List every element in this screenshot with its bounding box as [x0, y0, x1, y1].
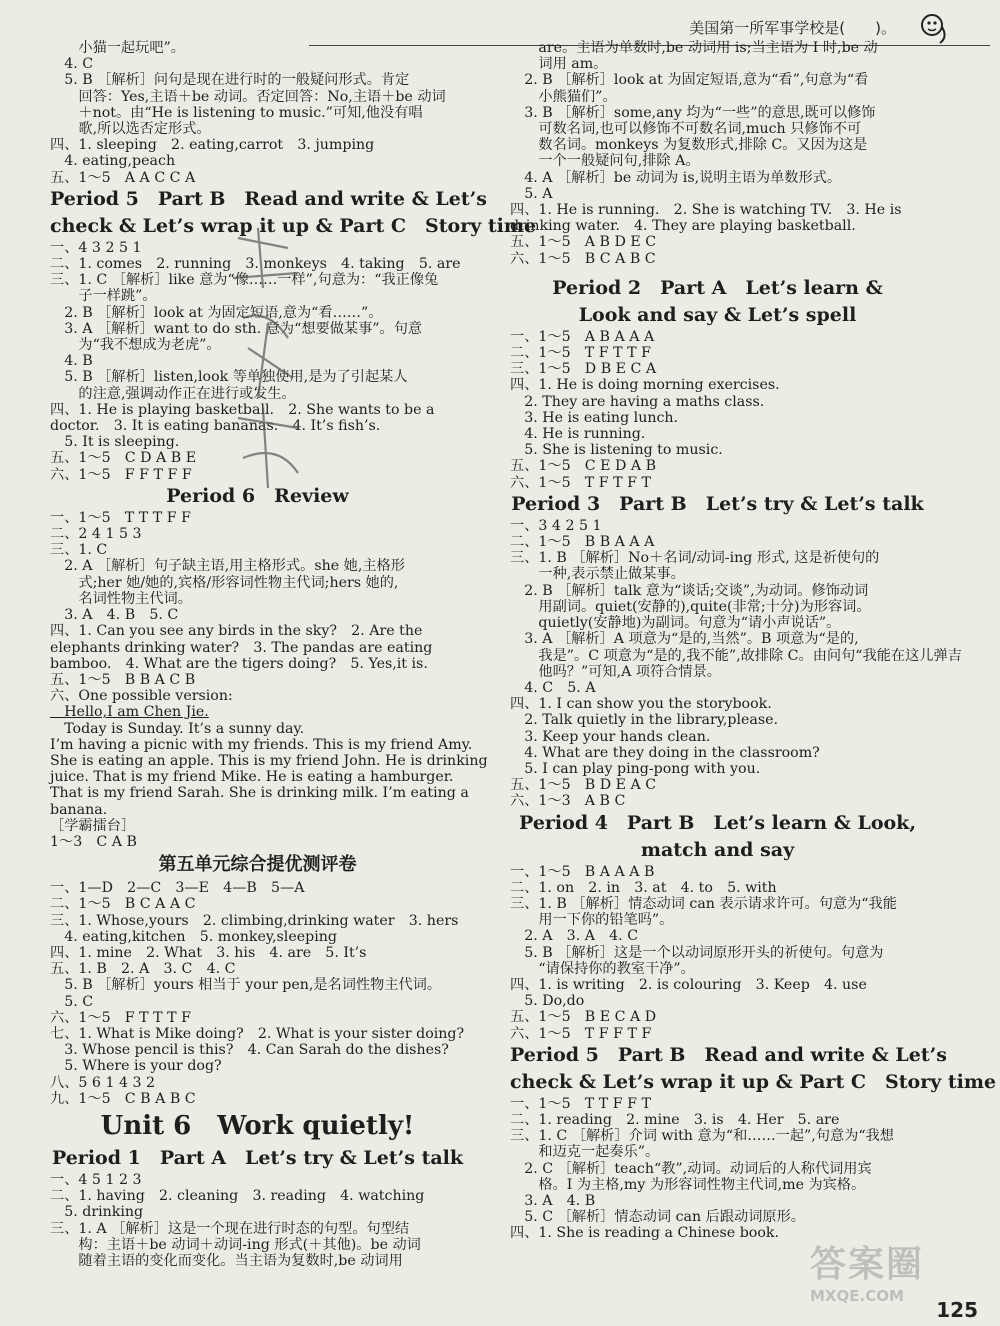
- answer-line: “请保持你的教室干净”。: [510, 960, 695, 977]
- answer-line: 5. B ［解析］yours 相当于 your pen,是名词性物主代词。: [50, 977, 442, 994]
- answer-line: 2. B ［解析］talk 意为“谈话;交谈”,为动词。修饰动词: [510, 582, 869, 599]
- watermark-line2: MXQE.COM: [810, 1287, 904, 1305]
- header-title: 美国第一所军事学校是( )。: [689, 18, 896, 37]
- answer-line: 用副词。quiet(安静的),quite(非常;十分)为形容词。: [510, 598, 871, 615]
- section-heading: match and say: [640, 838, 795, 861]
- answer-line: 三、1. C ［解析］介词 with 意为“和……一起”,句意为“我想: [510, 1128, 894, 1145]
- answer-line: 3. Whose pencil is this? 4. Can Sarah do the dishes?: [50, 1042, 449, 1059]
- answer-line: 我是”。C 项意为“是的,我不能”,故排除 C。由问句“我能在这儿弹吉: [510, 647, 962, 664]
- answer-line: 二、1～5 B C A A C: [50, 896, 196, 913]
- answer-line: She is eating an apple. This is my friend John. He is drinking: [50, 752, 488, 769]
- answer-line: 式;her 她/她的,宾格/形容词性物主代词;hers 她的,: [50, 574, 399, 591]
- answer-line: 3. A ［解析］want to do sth. 意为“想要做某事”。句意: [50, 320, 423, 337]
- answer-line: bamboo. 4. What are the tigers doing? 5. Yes,it is.: [50, 655, 428, 672]
- answer-line: 4. B: [50, 353, 93, 370]
- answer-line: 小猫一起玩吧”。: [50, 40, 185, 56]
- answer-line: 2. A ［解析］句子缺主语,用主格形式。she 她,主格形: [50, 558, 405, 575]
- answer-line: doctor. 3. It is eating bananas. 4. It’s fish’s.: [50, 418, 381, 435]
- answer-line: 六、1～5 B C A B C: [510, 250, 656, 267]
- answer-line: 5. B ［解析］问句是现在进行时的一般疑问形式。肯定: [50, 72, 410, 89]
- section-heading: check & Let’s wrap it up & Part C Story time: [510, 1070, 997, 1093]
- answer-line: 四、1. He is doing morning exercises.: [510, 377, 780, 394]
- answer-line: 三、1～5 D B E C A: [510, 361, 657, 378]
- answer-line: 二、1. on 2. in 3. at 4. to 5. with: [510, 879, 777, 896]
- answer-line: 三、1. B ［解析］No＋名词/动词-ing 形式, 这是祈使句的: [510, 550, 880, 567]
- answer-line: 构：主语＋be 动词＋动词-ing 形式(＋其他)。be 动词: [50, 1236, 421, 1253]
- answer-line: 为“我不想成为老虎”。: [50, 337, 221, 354]
- answer-line: 三、1. C ［解析］like 意为“像……一样”,句意为：“我正像兔: [50, 272, 439, 289]
- answer-line: I’m having a picnic with my friends. This is my friend Amy.: [50, 736, 473, 753]
- handwritten-scribble: [228, 228, 308, 498]
- answer-line: 一、1～5 T T F F T: [510, 1095, 651, 1112]
- answer-line: 5. drinking: [50, 1204, 144, 1221]
- answer-line: 5. B ［解析］这是一个以动词原形开头的祈使句。句意为: [510, 944, 884, 961]
- answer-line: 二、2 4 1 5 3: [50, 526, 142, 543]
- section-heading: Period 6 Review: [166, 484, 349, 507]
- test-heading: 第五单元综合提优测评卷: [158, 854, 357, 876]
- answer-line: banana.: [50, 801, 108, 818]
- answer-line: 5. It is sleeping.: [50, 434, 180, 451]
- answer-line: 四、1. Can you see any birds in the sky? 2. Are the: [50, 623, 423, 640]
- answer-line: 3. A ［解析］A 项意为“是的,当然”。B 项意为“是的,: [510, 631, 859, 648]
- answer-line: 三、1. C: [50, 542, 108, 559]
- answer-line: 4. C: [50, 56, 94, 73]
- answer-line: 一、1～5 A B A A A: [510, 328, 655, 345]
- answer-line: 3. Keep your hands clean.: [510, 728, 711, 745]
- section-heading: Period 1 Part A Let’s try & Let’s talk: [51, 1146, 464, 1169]
- answer-line: 格。I 为主格,my 为形容词性物主代词,me 为宾格。: [510, 1176, 866, 1193]
- answer-line: elephants drinking water? 3. The pandas are eating: [50, 639, 433, 656]
- answer-line: 3. He is eating lunch.: [510, 409, 679, 426]
- answer-line: 四、1. He is running. 2. She is watching TV. 3. He is: [510, 202, 902, 219]
- answer-line: 二、1. having 2. cleaning 3. reading 4. watching: [50, 1188, 425, 1205]
- answer-line: drinking water. 4. They are playing basketball.: [510, 218, 856, 235]
- answer-line: 五、1～5 C D A B E: [50, 450, 197, 467]
- section-heading: Look and say & Let’s spell: [578, 303, 857, 326]
- watermark-line1: 答案圈: [810, 1244, 925, 1285]
- answer-line: 可数名词,也可以修饰不可数名词,much 只修饰不可: [510, 121, 862, 138]
- answer-line: 二、1～5 T F T T F: [510, 345, 651, 362]
- answer-line: 一、1～5 B A A A B: [510, 863, 655, 880]
- answer-line: 数名词。monkeys 为复数形式,排除 C。又因为这是: [510, 137, 868, 154]
- answer-line: 二、1. comes 2. running 3. monkeys 4. taking 5. are: [50, 256, 461, 273]
- answer-line: Hello,I am Chen Jie.: [50, 704, 209, 721]
- answer-line: Today is Sunday. It’s a sunny day.: [50, 720, 305, 737]
- answer-line: 子一样跳”。: [50, 288, 157, 305]
- answer-line: 六、1～5 T F T F T: [510, 474, 651, 491]
- answer-line: 六、1～5 F T T T F: [50, 1009, 191, 1026]
- left-column: [50, 40, 537, 1269]
- answer-line: 九、1～5 C B A B C: [50, 1090, 196, 1107]
- answer-line: 三、1. B ［解析］情态动词 can 表示请求许可。句意为“我能: [510, 895, 897, 912]
- answer-line: 2. C ［解析］teach“教”,动词。动词后的人称代词用宾: [510, 1160, 872, 1177]
- answer-line: 一、3 4 2 5 1: [510, 517, 602, 534]
- answer-line: 2. A 3. A 4. C: [510, 928, 639, 945]
- answer-line: 3. A 4. B: [510, 1192, 596, 1209]
- answer-line: 一、1～5 T T T F F: [50, 509, 191, 526]
- section-heading: Period 2 Part A Let’s learn &: [552, 276, 883, 299]
- spacer: [510, 267, 925, 275]
- page-number: 125: [936, 1298, 978, 1322]
- answer-line: 2. They are having a maths class.: [510, 393, 765, 410]
- answer-line: 5. She is listening to music.: [510, 442, 723, 459]
- answer-line: 名词性物主代词。: [50, 590, 192, 607]
- section-heading: Period 4 Part B Let’s learn & Look,: [519, 811, 916, 834]
- answer-line: 五、1～5 A A C C A: [50, 169, 196, 186]
- answer-line: 四、1. is writing 2. is colouring 3. Keep 4. use: [510, 976, 867, 993]
- answer-line: 5. Where is your dog?: [50, 1058, 222, 1075]
- answer-line: 5. A: [510, 185, 553, 202]
- answer-line: ［学霸擂台］: [50, 817, 136, 834]
- unit-heading: Unit 6 Work quietly!: [100, 1110, 415, 1141]
- section-heading: check & Let’s wrap it up & Part C Story time: [50, 214, 537, 237]
- answer-line: are。主语为单数时,be 动词用 is;当主语为 I 时,be 动: [510, 40, 878, 56]
- answer-line: 一个一般疑问句,排除 A。: [510, 153, 700, 170]
- section-heading: Period 5 Part B Read and write & Let’s: [510, 1043, 947, 1066]
- answer-line: 用一下你的铅笔吗”。: [510, 912, 674, 929]
- page-header: [689, 10, 950, 44]
- answer-line: 一、1—D 2—C 3—E 4—B 5—A: [50, 880, 305, 897]
- answer-line: 五、1～5 A B D E C: [510, 234, 657, 251]
- answer-line: 4. eating,kitchen 5. monkey,sleeping: [50, 928, 337, 945]
- answer-line: 五、1～5 C E D A B: [510, 458, 657, 475]
- section-heading: Period 3 Part B Let’s try & Let’s talk: [511, 492, 924, 515]
- answer-line: 和迈克一起奏乐”。: [510, 1144, 660, 1161]
- right-column: [510, 40, 997, 1242]
- answer-line: 的注意,强调动作正在进行或发生。: [50, 385, 296, 402]
- answer-line: 八、5 6 1 4 3 2: [50, 1074, 156, 1091]
- answer-line: 四、1. mine 2. What 3. his 4. are 5. It’s: [50, 944, 367, 961]
- answer-line: 5. I can play ping-pong with you.: [510, 760, 761, 777]
- answer-line: quietly(安静地)为副词。句意为“请小声说话”。: [510, 615, 841, 632]
- answer-line: 5. C ［解析］情态动词 can 后跟动词原形。: [510, 1209, 805, 1226]
- answer-line: 六、One possible version:: [50, 688, 233, 705]
- answer-line: ＋not。由“He is listening to music.”可知,他没有唱: [50, 104, 423, 121]
- answer-line: 随着主语的变化而变化。当主语为复数时,be 动词用: [50, 1253, 403, 1269]
- answer-line: 一、4 5 1 2 3: [50, 1171, 142, 1188]
- answer-line: 五、1～5 B B A C B: [50, 671, 196, 688]
- answer-line: 4. C 5. A: [510, 679, 596, 696]
- answer-line: 他吗？”可知,A 项符合情景。: [510, 663, 721, 680]
- answer-line: 四、1. sleeping 2. eating,carrot 3. jumping: [50, 137, 375, 154]
- answer-line: 一种,表示禁止做某事。: [510, 566, 685, 583]
- answer-line: 二、1. reading 2. mine 3. is 4. Her 5. are: [510, 1111, 840, 1128]
- answer-line: juice. That is my friend Mike. He is eating a hamburger.: [50, 769, 454, 786]
- answer-line: 4. What are they doing in the classroom?: [510, 744, 820, 761]
- answer-line: 三、1. A ［解析］这是一个现在进行时态的句型。句型结: [50, 1220, 410, 1237]
- answer-line: 2. B ［解析］look at 为固定短语,意为“看”,句意为“看: [510, 72, 869, 89]
- answer-line: 歌,所以选否定形式。: [50, 121, 211, 138]
- answer-line: 四、1. He is playing basketball. 2. She wants to be a: [50, 401, 435, 418]
- answer-line: 三、1. Whose,yours 2. climbing,drinking water 3. hers: [50, 912, 459, 929]
- answer-line: 3. A 4. B 5. C: [50, 607, 179, 624]
- answer-line: 六、1～3 A B C: [510, 793, 626, 810]
- answer-line: 七、1. What is Mike doing? 2. What is your sister doing?: [50, 1025, 465, 1042]
- answer-line: 回答：Yes,主语＋be 动词。否定回答：No,主语＋be 动词: [50, 88, 446, 105]
- answer-line: 4. eating,peach: [50, 153, 176, 170]
- answer-line: 3. B ［解析］some,any 均为“一些”的意思,既可以修饰: [510, 104, 876, 121]
- answer-line: 4. A ［解析］be 动词为 is,说明主语为单数形式。: [510, 169, 842, 186]
- answer-line: 5. B ［解析］listen,look 等单独使用,是为了引起某人: [50, 369, 408, 386]
- answer-line: 六、1～5 T F F T F: [510, 1025, 652, 1042]
- answer-line: 六、1～5 F F T F F: [50, 466, 192, 483]
- answer-line: 小熊猫们”。: [510, 88, 617, 105]
- answer-line: 2. B ［解析］look at 为固定短语,意为“看……”。: [50, 304, 383, 321]
- answer-line: 5. C: [50, 993, 94, 1010]
- answer-line: 一、4 3 2 5 1: [50, 239, 142, 256]
- answer-line: 二、1～5 B B A A A: [510, 534, 655, 551]
- answer-line: 2. Talk quietly in the library,please.: [510, 712, 779, 729]
- answer-line: 五、1～5 B E C A D: [510, 1009, 657, 1026]
- answer-line: 5. Do,do: [510, 993, 585, 1010]
- answer-line: 四、1. I can show you the storybook.: [510, 696, 772, 713]
- answer-line: That is my friend Sarah. She is drinking milk. I’m eating a: [50, 785, 469, 802]
- answer-line: 4. He is running.: [510, 426, 646, 443]
- answer-line: 词用 am。: [510, 56, 608, 73]
- answer-line: 1～3 C A B: [50, 833, 137, 850]
- answer-line: 五、1. B 2. A 3. C 4. C: [50, 961, 236, 978]
- answer-line: 五、1～5 B D E A C: [510, 777, 657, 794]
- section-heading: Period 5 Part B Read and write & Let’s: [50, 187, 487, 210]
- answer-line: 四、1. She is reading a Chinese book.: [510, 1225, 779, 1242]
